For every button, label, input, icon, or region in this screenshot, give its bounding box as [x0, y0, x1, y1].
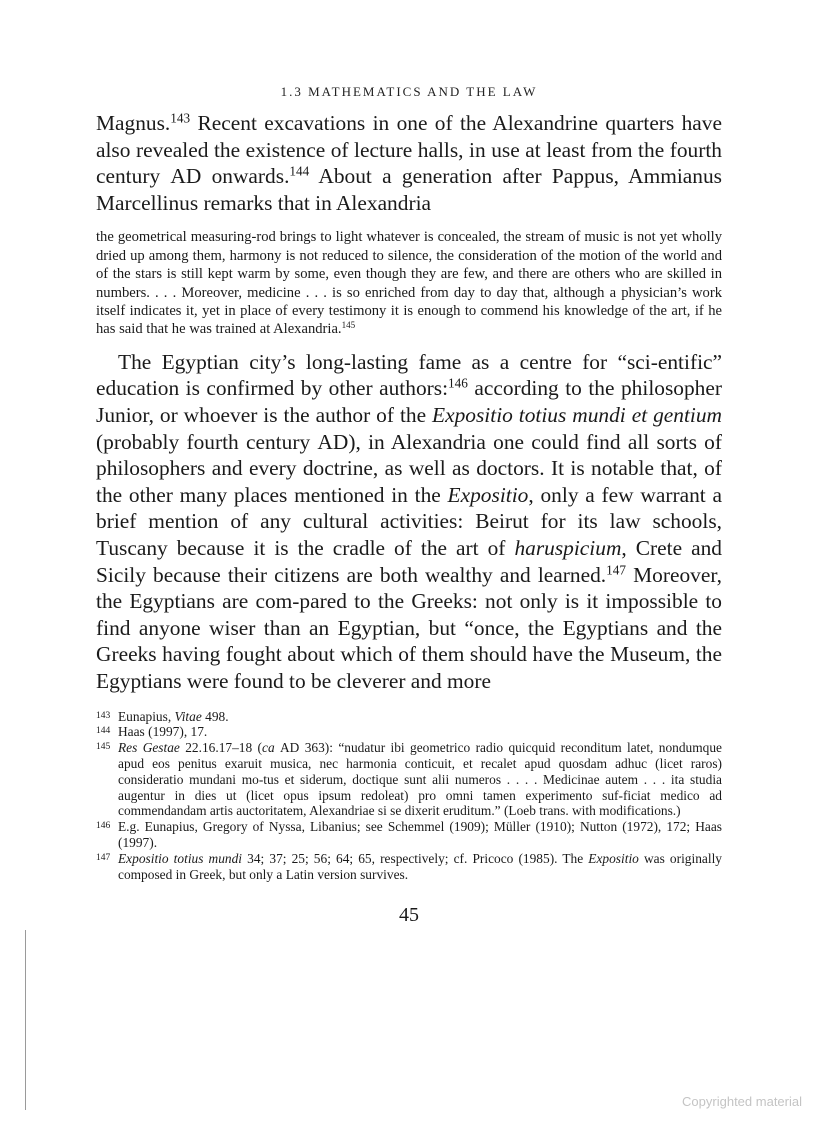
footnote-144: 144 Haas (1997), 17.	[96, 724, 208, 740]
footnote-145: 145 Res Gestae 22.16.17–18 (ca AD 363): “nudatur ibi geometrico radio quicquid reconditum latet, nondumque apud eos penitus exaruit musica, nec harmonia conticuit, et recalet apud quosdam adhuc (licet raros) consideratio mundani mo-tus et siderum, doctique sunt alii numeros . . . . Medicinae autem . . . ita studia augentur in dies ut (licet opus ipsum redoleat) pro omni tamen experimento suf-ficiat medico ad commendandam artis auctoritatem, Alexandriae si se dixerit eruditum.” (Loeb trans. with modifications.)	[96, 740, 722, 819]
footnote-ref-146[interactable]: 146	[448, 376, 468, 392]
footnote-ref-143[interactable]: 143	[170, 110, 191, 126]
footnote-ref-147[interactable]: 147	[606, 562, 627, 578]
left-margin-rule	[25, 930, 26, 1110]
page-number: 45	[399, 904, 419, 927]
footnote-147: 147 Expositio totius mundi 34; 37; 25; 56; 64; 65, respectively; cf. Pricoco (1985). The Expositio was originally composed in Greek, but only a Latin version survives.	[96, 850, 722, 882]
footnote-ref-144[interactable]: 144	[289, 163, 310, 179]
footnotes	[96, 709, 722, 883]
paragraph-1: Magnus.$^{143}$ Recent excavations in one of the Alexandrine quarters have also revealed the existence of lecture halls, in use at least from the fourth century AD onwards.$^{144}$ About a generation after Pappus, Ammianus Marcellinus remarks that in Alexandria	[96, 110, 722, 215]
footnote-143: 143 Eunapius, Vitae 498.	[96, 708, 229, 724]
paragraph-2: The Egyptian city’s long-lasting fame as a centre for “sci-entific” education is confirmed by other authors:$^{146}$ according to the philosopher Junior, or whoever is the author of the Expositio totius mundi et gentium (probably fourth century AD), in Alexandria one could find all sorts of philosophers and every doctrine, as well as doctors. It is notable that, of the other many places mentioned in the Expositio, only a few warrant a brief mention of any cultural activities: Beirut for its law schools, Tuscany because it is the cradle of the art of haruspicium, Crete and Sicily because their citizens are both wealthy and learned.$^{147}$ Moreover, the Egyptians are com-pared to the Greeks: not only is it impossible to find anyone wiser than an Egyptian, but “once, the Egyptians and the Greeks having fought about which of them should have the Museum, the Egyptians were found to be cleverer and more	[96, 349, 722, 693]
book-page	[96, 84, 722, 927]
copyright-watermark: Copyrighted material	[682, 1094, 802, 1109]
footnote-146: 146 E.g. Eunapius, Gregory of Nyssa, Libanius; see Schemmel (1909); Müller (1910); Nutton (1972), 172; Haas (1997).	[96, 819, 722, 850]
block-quote: the geometrical measuring-rod brings to light whatever is concealed, the stream of music is not yet wholly dried up among them, harmony is not reduced to silence, the consideration of the motion of the world and of the stars is still kept warm by some, even though they are few, and there are others who are skilled in numbers. . . . Moreover, medicine . . . is so enriched from day to day that, although a physician’s work itself indicates it, yet in place of every testimony it is enough to commend his knowledge of the art, if he has said that he was trained at Alexandria.$^{145}$	[96, 229, 722, 338]
running-head: 1.3 MATHEMATICS AND THE LAW	[280, 84, 538, 99]
footnote-ref-145[interactable]: 145	[341, 320, 356, 331]
